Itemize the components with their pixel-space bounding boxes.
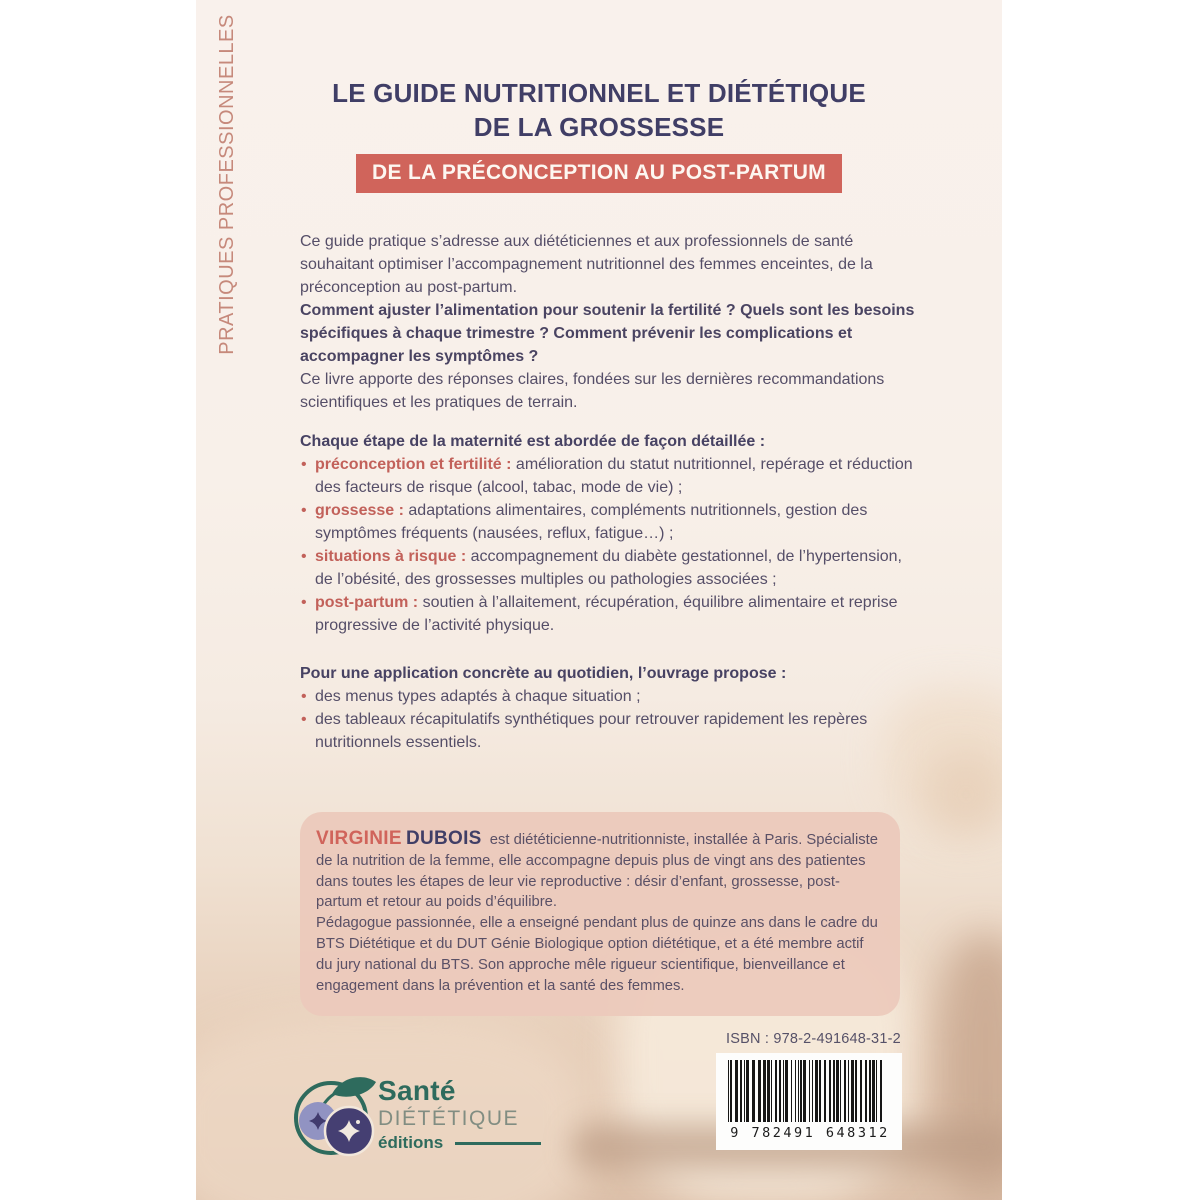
stage-text: amélioration du statut nutritionnel, repérage et réduction des facteurs de risque (alcool, tabac, mode de vie) ; <box>315 456 913 496</box>
back-cover-text <box>300 230 918 754</box>
stage-text: accompagnement du diabète gestationnel, de l’hypertension, de l’obésité, des grossesses multiples ou pathologies associées ; <box>315 548 902 588</box>
blueberries-logo-icon <box>290 1072 382 1164</box>
feature-item-tableaux <box>300 708 918 754</box>
feature-item-menus <box>300 685 918 708</box>
barcode <box>716 1053 902 1150</box>
features-list <box>300 685 918 754</box>
title-block <box>196 76 1002 193</box>
stages-list <box>300 453 918 637</box>
publisher-tagline-row <box>378 1133 541 1153</box>
stage-term: grossesse : <box>315 502 404 519</box>
publisher-subname: DIÉTÉTIQUE <box>378 1107 520 1130</box>
stage-item-grossesse <box>300 499 918 545</box>
author-bio-box <box>300 812 900 1016</box>
cover <box>196 0 1002 1200</box>
background-blur-shape <box>926 752 1002 837</box>
stage-item-preconception <box>300 453 918 499</box>
stage-item-post-partum <box>300 591 918 637</box>
author-last-name: DUBOIS <box>405 828 482 849</box>
author-bio-text-1: est diététicienne-nutritionniste, installée à Paris. Spécialiste de la nutrition de la femme, elle accompagne depuis plus de vingt ans des patientes dans toutes les étapes de leur vie reproductive : désir d’enfant, grossesse, post-partum et retour au poids d’équilibre. <box>316 832 878 911</box>
author-bio-paragraph-1 <box>316 829 884 913</box>
isbn-label: ISBN : 978-2-491648-31-2 <box>726 1031 901 1047</box>
tagline-rule <box>455 1142 541 1145</box>
intro-paragraph-3: Ce livre apporte des réponses claires, fondées sur les dernières recommandations scientifiques et les pratiques de terrain. <box>300 371 885 411</box>
stages-heading: Chaque étape de la maternité est abordée de façon détaillée : <box>300 433 766 450</box>
publisher-tagline: éditions <box>378 1133 444 1152</box>
collection-label-text: PRATIQUES PROFESSIONNELLES <box>215 13 238 355</box>
barcode-digits: 9 782491 648312 <box>730 1125 890 1141</box>
stage-item-situations-a-risque <box>300 545 918 591</box>
isbn-block <box>716 1031 902 1150</box>
author-bio-paragraph-2: Pédagogue passionnée, elle a enseigné pendant plus de quinze ans dans le cadre du BTS Diététique et du DUT Génie Biologique option diététique, et a été membre actif du jury national du BTS. Son approche mêle rigueur scientifique, bienveillance et engagement dans la prévention et la santé des femmes. <box>316 915 878 994</box>
subtitle-banner: DE LA PRÉCONCEPTION AU POST-PARTUM <box>356 154 842 193</box>
stage-text: adaptations alimentaires, compléments nutritionnels, gestion des symptômes fréquents (nausées, reflux, fatigue…) ; <box>315 502 868 542</box>
stage-text: soutien à l’allaitement, récupération, équilibre alimentaire et reprise progressive de l’activité physique. <box>315 594 898 634</box>
title-line-1: LE GUIDE NUTRITIONNEL ET DIÉTÉTIQUE <box>332 78 866 108</box>
subtitle-banner-row <box>196 154 1002 193</box>
features-heading: Pour une application concrète au quotidien, l’ouvrage propose : <box>300 665 787 682</box>
feature-text: des tableaux récapitulatifs synthétiques pour retrouver rapidement les repères nutritionnels essentiels. <box>315 711 868 751</box>
barcode-bars <box>728 1060 892 1122</box>
publisher-wordmark <box>378 1076 541 1153</box>
stage-term: préconception et fertilité : <box>315 456 512 473</box>
intro-paragraph-2: Comment ajuster l’alimentation pour soutenir la fertilité ? Quels sont les besoins spécifiques à chaque trimestre ? Comment prévenir les complications et accompagner les symptômes ? <box>300 302 915 365</box>
stage-term: post-partum : <box>315 594 419 611</box>
author-first-name: VIRGINIE <box>316 828 402 849</box>
publisher-name: Santé <box>378 1075 456 1106</box>
feature-text: des menus types adaptés à chaque situation ; <box>315 688 641 705</box>
intro-paragraph-1: Ce guide pratique s’adresse aux diététiciennes et aux professionnels de santé souhaitant optimiser l’accompagnement nutritionnel des femmes enceintes, de la préconception au post-partum. <box>300 233 873 296</box>
title-line-2: DE LA GROSSESSE <box>473 112 725 142</box>
book-title <box>196 76 1002 144</box>
stage-term: situations à risque : <box>315 548 467 565</box>
publisher-logo <box>290 1070 620 1180</box>
